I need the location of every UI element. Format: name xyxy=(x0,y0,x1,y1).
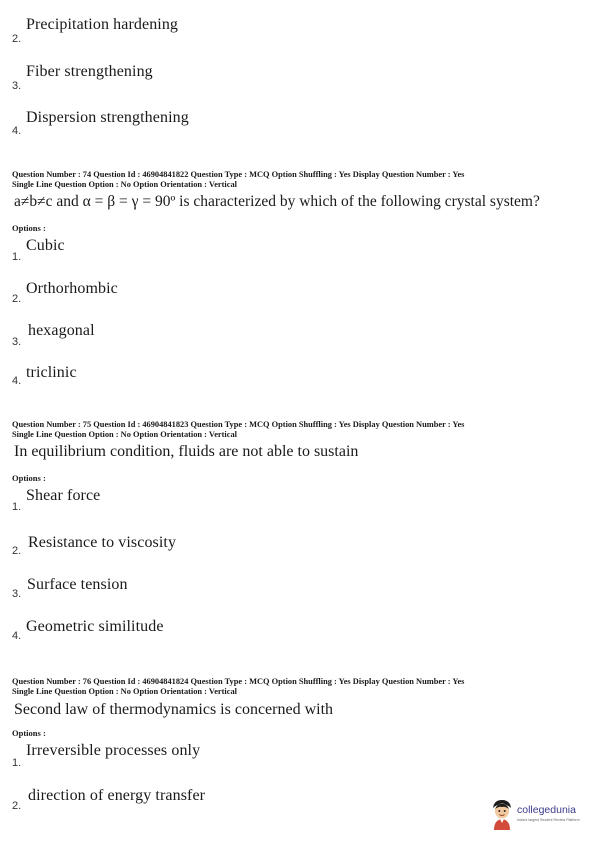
option-number: 2. xyxy=(12,33,22,45)
question-meta xyxy=(12,420,587,439)
options-label: Options : xyxy=(12,728,46,738)
student-mascot-icon xyxy=(490,798,514,830)
question-text: a≠b≠c and α = β = γ = 90º is characterized by which of the following crystal system? xyxy=(14,193,540,210)
question-text: In equilibrium condition, fluids are not able to sustain xyxy=(14,443,359,460)
option-text: Fiber strengthening xyxy=(26,63,153,80)
question-meta-line: Question Number : 75 Question Id : 46904841823 Question Type : MCQ Option Shuffling : Yes Display Question Number : Yes xyxy=(12,420,465,429)
question-meta-line: Question Number : 74 Question Id : 46904841822 Question Type : MCQ Option Shuffling : Yes Display Question Number : Yes xyxy=(12,170,465,179)
option-number: 2. xyxy=(12,545,22,557)
question-meta-line: Question Number : 76 Question Id : 46904841824 Question Type : MCQ Option Shuffling : Yes Display Question Number : Yes xyxy=(12,677,465,686)
option-text: triclinic xyxy=(26,364,77,381)
option-number: 4. xyxy=(12,125,22,137)
question-meta-line: Single Line Question Option : No Option Orientation : Vertical xyxy=(12,686,237,696)
option-text: hexagonal xyxy=(28,322,95,339)
option-number: 1. xyxy=(12,757,22,769)
question-meta-line: Single Line Question Option : No Option Orientation : Vertical xyxy=(12,429,237,439)
options-label: Options : xyxy=(12,223,46,233)
option-text: Cubic xyxy=(26,237,65,254)
options-label: Options : xyxy=(12,473,46,483)
option-number: 3. xyxy=(12,80,22,92)
option-number: 4. xyxy=(12,375,22,387)
option-text: Resistance to viscosity xyxy=(28,534,177,551)
option-text: direction of energy transfer xyxy=(28,787,206,804)
option-text: Orthorhombic xyxy=(26,280,118,297)
logo-wordmark: collegedunia xyxy=(517,804,576,816)
collegedunia-logo xyxy=(490,798,590,832)
option-text: Precipitation hardening xyxy=(26,16,179,33)
question-meta xyxy=(12,170,587,189)
option-text: Geometric similitude xyxy=(26,618,164,635)
option-number: 3. xyxy=(12,336,22,348)
option-number: 3. xyxy=(12,588,22,600)
question-meta xyxy=(12,677,587,696)
option-number: 4. xyxy=(12,630,22,642)
option-text: Irreversible processes only xyxy=(26,742,201,759)
question-text: Second law of thermodynamics is concerned with xyxy=(14,701,334,718)
option-number: 1. xyxy=(12,251,22,263)
option-text: Surface tension xyxy=(27,576,128,593)
option-number: 2. xyxy=(12,800,22,812)
option-number: 2. xyxy=(12,293,22,305)
option-number: 1. xyxy=(12,501,22,513)
option-text: Dispersion strengthening xyxy=(26,109,189,126)
option-text: Shear force xyxy=(26,487,101,504)
logo-tagline: India's largest Student Review Platform xyxy=(517,818,580,822)
question-meta-line: Single Line Question Option : No Option Orientation : Vertical xyxy=(12,179,237,189)
